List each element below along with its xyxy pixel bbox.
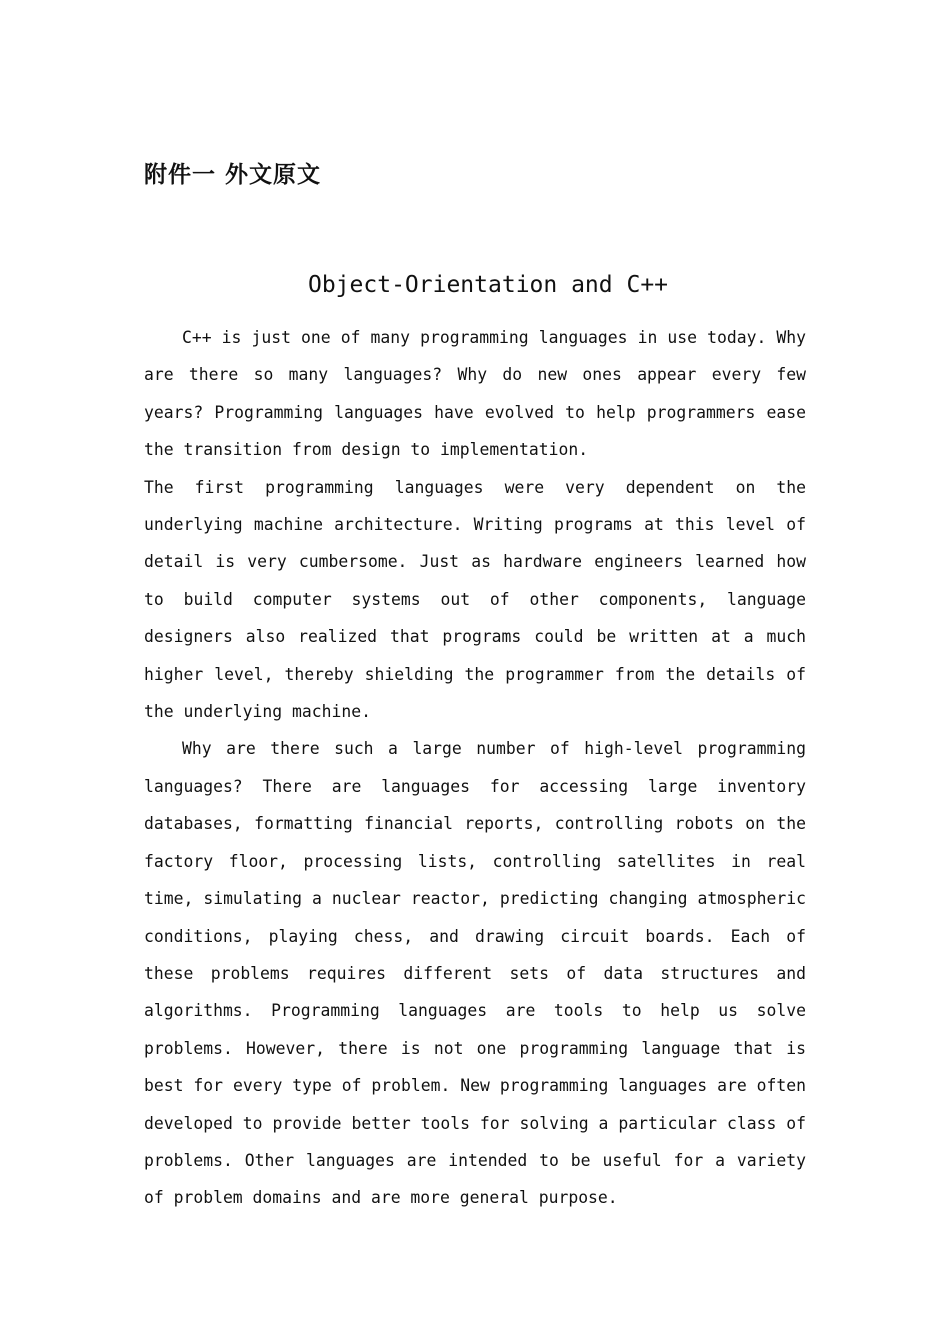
paragraph-3: Why are there such a large number of high-level programming languages? There are languages for accessing large inventory databases, formatting financial reports, controlling robots on the factory floor, processing lists, controlling satellites in real time, simulating a nuclear reactor, predicting changing atmospheric conditions, playing chess, and drawing circuit boards. Each of these problems requires different sets of data structures and algorithms. Programming languages are tools to help us solve problems. However, there is not one programming language that is best for every type of problem. New programming languages are often developed to provide better tools for solving a particular class of problems. Other languages are intended to be useful for a variety of problem domains and are more general purpose.	[144, 739, 806, 1208]
body-text	[144, 319, 806, 1217]
appendix-heading: 附件一 外文原文	[144, 162, 322, 188]
paragraph-2: The first programming languages were very dependent on the underlying machine architecture. Writing programs at this level of detail is very cumbersome. Just as hardware engineers learned how to build computer systems out of other components, language designers also realized that programs could be written at a much higher level, thereby shielding the programmer from the details of the underlying machine.	[144, 477, 806, 722]
paragraph-1: C++ is just one of many programming languages in use today. Why are there so many languages? Why do new ones appear every few years? Programming languages have evolved to help programmers ease the transition from design to implementation.	[144, 328, 806, 460]
document-title: Object-Orientation and C++	[307, 272, 669, 298]
